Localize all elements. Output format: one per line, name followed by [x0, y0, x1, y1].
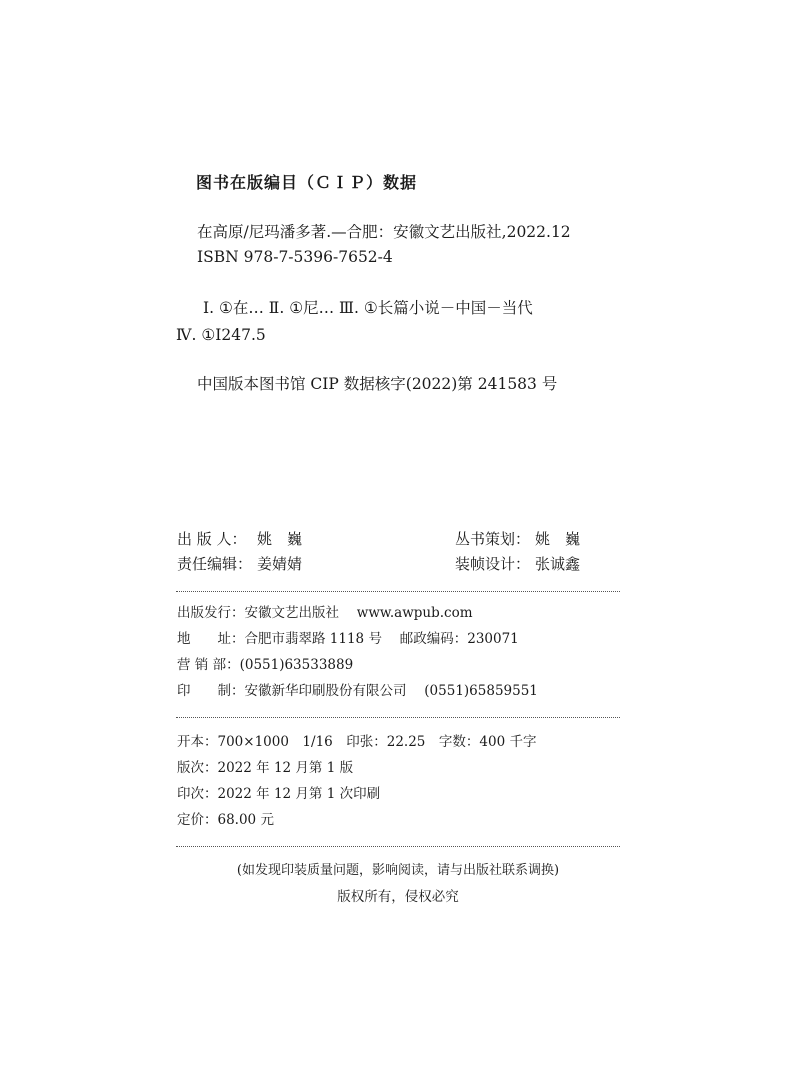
- edition-line: 版次：2022 年 12 月第 1 版: [177, 760, 354, 776]
- distribution-line: 出版发行：安徽文艺出版社 www.awpub.com: [177, 605, 473, 621]
- publisher-label: 出 版 人：: [177, 530, 247, 548]
- cip-record-number: 中国版本图书馆 CIP 数据核字(2022)第 241583 号: [197, 375, 558, 393]
- printing-line: 印 制：安徽新华印刷股份有限公司 (0551)65859551: [177, 683, 538, 699]
- cip-title: 图书在版编目（ＣＩＰ）数据: [196, 173, 418, 192]
- price-line: 定价：68.00 元: [177, 812, 274, 828]
- divider: [176, 591, 620, 592]
- cip-subject-classification: Ⅰ. ①在… Ⅱ. ①尼… Ⅲ. ①长篇小说－中国－当代: [203, 299, 533, 317]
- cip-class-number: Ⅳ. ①I247.5: [176, 326, 266, 344]
- publisher-value: 姚 巍: [257, 530, 303, 548]
- address-line: 地 址：合肥市翡翠路 1118 号 邮政编码：230071: [177, 631, 519, 647]
- cip-citation: 在高原/尼玛潘多著.—合肥：安徽文艺出版社,2022.12: [197, 223, 571, 241]
- marketing-line: 营 销 部：(0551)63533889: [177, 657, 354, 673]
- series-planner-value: 姚 巍: [535, 530, 581, 548]
- divider: [176, 846, 620, 847]
- designer-value: 张诚鑫: [535, 555, 581, 573]
- quality-notice: (如发现印装质量问题，影响阅读，请与出版社联系调换): [236, 863, 560, 878]
- designer-label: 装帧设计：: [455, 555, 531, 573]
- editor-value: 姜婧婧: [257, 555, 303, 573]
- divider: [176, 717, 620, 718]
- format-line: 开本：700×1000 1/16 印张：22.25 字数：400 千字: [177, 734, 537, 750]
- copyright-notice: 版权所有，侵权必究: [337, 889, 459, 905]
- cip-isbn: ISBN 978-7-5396-7652-4: [197, 248, 393, 266]
- series-planner-label: 丛书策划：: [455, 530, 531, 548]
- editor-label: 责任编辑：: [177, 555, 253, 573]
- impression-line: 印次：2022 年 12 月第 1 次印刷: [177, 786, 381, 802]
